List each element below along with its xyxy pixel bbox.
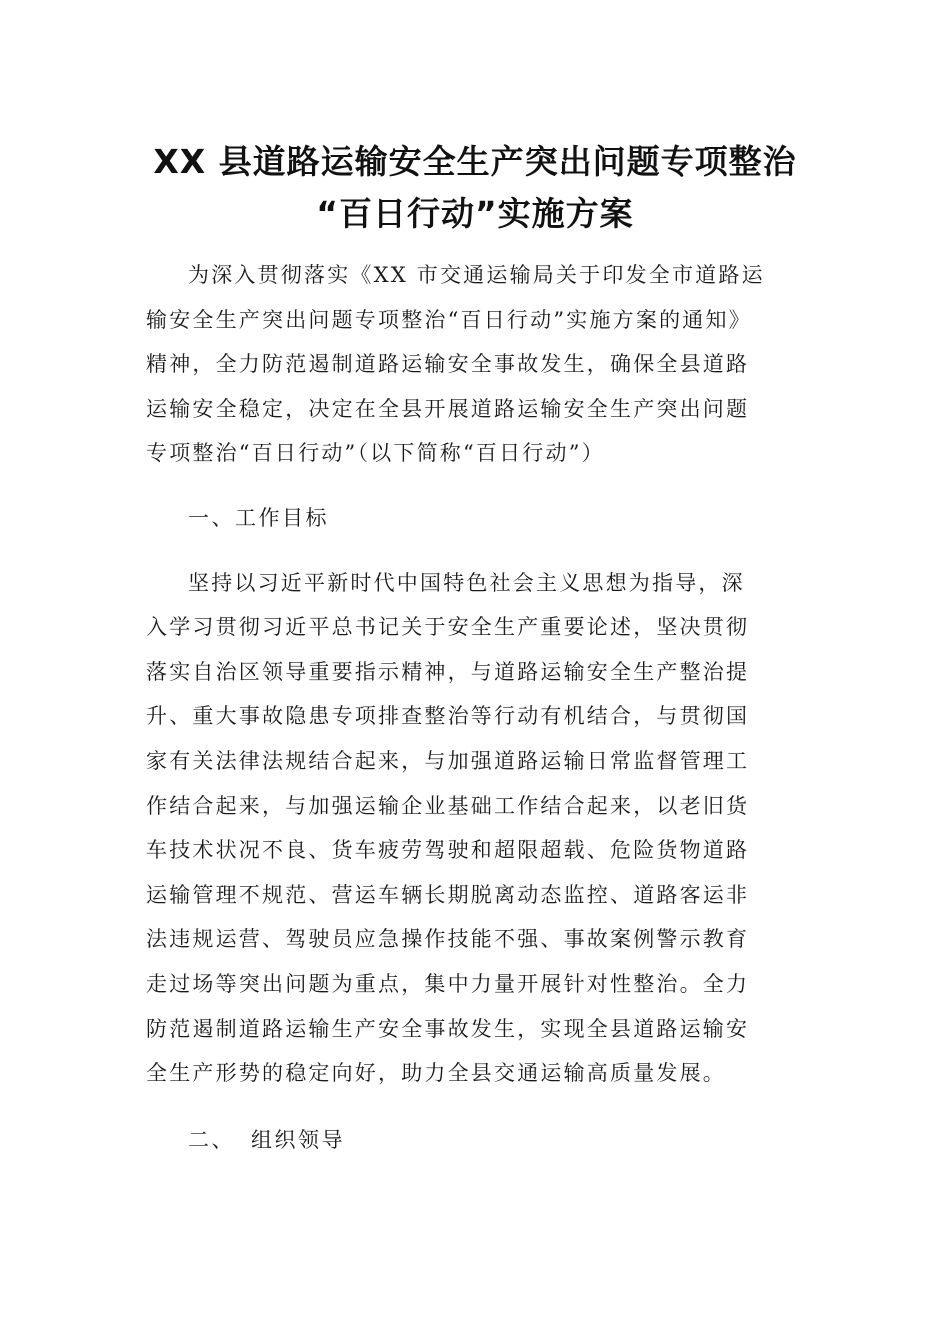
title-line-1: XX 县道路运输安全生产突出问题专项整治 — [153, 142, 797, 181]
section-title: 组织领导 — [251, 1127, 345, 1152]
text-line: 运输管理不规范、营运车辆长期脱离动态监控、道路客运非 — [146, 882, 750, 907]
text-line: 家有关法律法规结合起来，与加强道路运输日常监督管理工 — [146, 748, 750, 773]
text-line: 为深入贯彻落实《XX 市交通运输局关于印发全市道路运 — [188, 263, 765, 287]
section-heading-organization — [146, 1118, 806, 1163]
intro-paragraph — [146, 253, 806, 476]
text-line: 作结合起来，与加强运输企业基础工作结合起来，以老旧货 — [146, 793, 750, 818]
text-line: 落实自治区领导重要指示精神，与道路运输安全生产整治提 — [146, 659, 750, 684]
text-line: 全生产形势的稳定向好，助力全县交通运输高质量发展。 — [146, 1061, 726, 1086]
document-title — [100, 136, 850, 240]
text-line: 坚持以习近平新时代中国特色社会主义思想为指导，深 — [188, 570, 745, 595]
text-line: 防范遏制道路运输生产安全事故发生，实现全县道路运输安 — [146, 1016, 750, 1041]
section-heading-goals: 一、工作目标 — [188, 505, 329, 530]
title-line-2: “百日行动”实施方案 — [316, 194, 634, 233]
text-line: 车技术状况不良、货车疲劳驾驶和超限超载、危险货物道路 — [146, 838, 750, 863]
text-line: 入学习贯彻习近平总书记关于安全生产重要论述，坚决贯彻 — [146, 615, 750, 640]
text-line: 走过场等突出问题为重点，集中力量开展针对性整治。全力 — [146, 971, 750, 996]
text-line: 法违规运营、驾驶员应急操作技能不强、事故案例警示教育 — [146, 927, 750, 952]
goals-paragraph — [146, 561, 806, 1096]
text-line: 升、重大事故隐患专项排查整治等行动有机结合，与贯彻国 — [146, 704, 750, 729]
text-line: 专项整治“百日行动”（以下简称“百日行动”） — [146, 441, 605, 466]
text-line: 精神，全力防范遏制道路运输安全事故发生，确保全县道路 — [146, 352, 750, 377]
section-number: 二、 — [188, 1127, 235, 1152]
text-line: 输安全生产突出问题专项整治“百日行动”实施方案的通知》 — [146, 307, 752, 332]
document-body — [146, 253, 806, 1162]
text-line: 运输安全稳定，决定在全县开展道路运输安全生产突出问题 — [146, 396, 750, 421]
